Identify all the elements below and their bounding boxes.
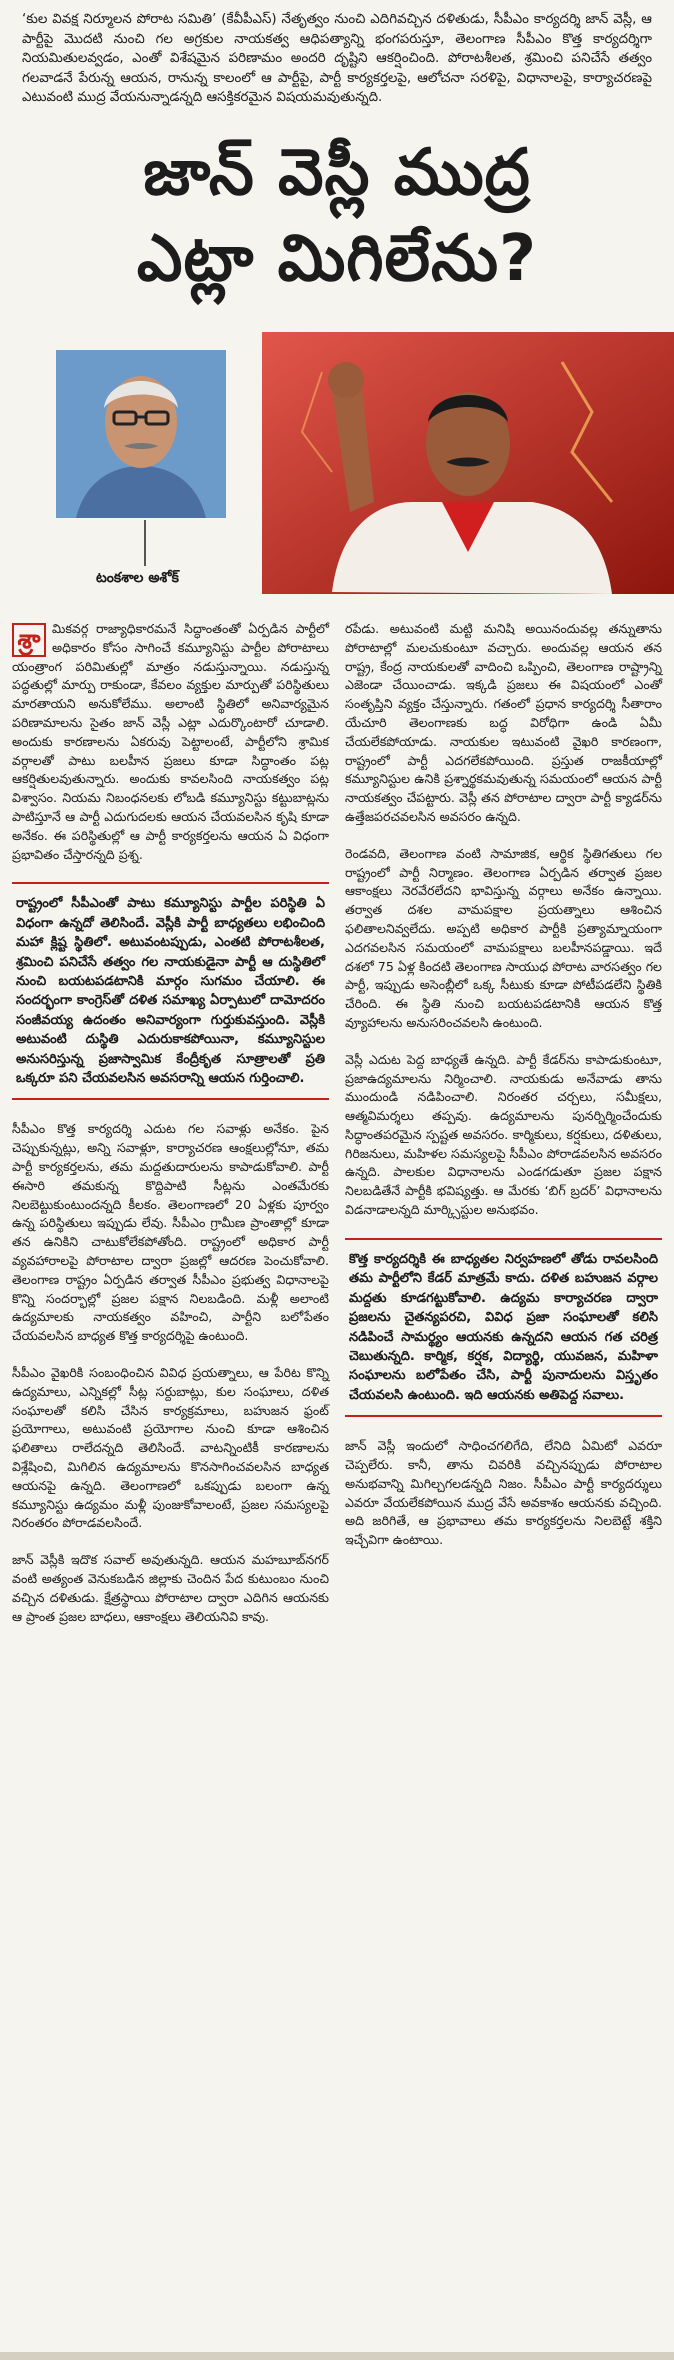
drop-cap: శ్రా — [12, 623, 46, 657]
paragraph: రెండవది, తెలంగాణ వంటి సామాజిక, ఆర్థిక స్థితిగతులు గల రాష్ట్రంలో పార్టీ నిర్మాణం. తెలంగాణ ఏర్పడిన తర్వాత ప్రజల ఆకాంక్షలు నెరవేరలేదని భావిస్తున్న వర్గాలు అనేకం ఉన్నాయి. తర్వాత దశల వామపక్షాల ప్రయత్నాలు ఆశించిన ఫలితాలనివ్వలేదు. అప్పటి అధికార పార్టీకి ప్రత్యామ్నాయంగా ఎదగవలసిన సమయంలో వామపక్షాలు బలహీనపడ్డాయి. ఇదే దశలో 75 ఏళ్ల కిందటి తెలంగాణ సాయుధ పోరాట వారసత్వం గల పార్టీ, ఇప్పుడు అసెంబ్లీలో ఒక్క సీటుకు కూడా పోటీపడలేని స్థితికి చేరింది. ఈ స్థితి నుంచి బయటపడటానికి ఆయన కొత్త వ్యూహాలను అనుసరించవలసి ఉంటుంది. — [345, 845, 662, 1030]
column-left — [12, 620, 329, 1644]
article-intro: ‘కుల వివక్ష నిర్మూలన పోరాట సమితి’ (కేవీపీఎస్) నేతృత్వం నుంచి ఎదిగివచ్చిన దళితుడు, సీపీఎం కార్యదర్శి జాన్ వెస్లీ, ఆ పార్టీపై మొదటి నుంచి గల అగ్రకుల నాయకత్వ ఆధిపత్యాన్ని భంగపరుస్తూ, తెలంగాణ సీపీఎం కొత్త కార్యదర్శిగా నియమితులవ్వడం, ఎంతో విశేషమైన పరిణామం అందరి దృష్టిని ఆకర్షించింది. పోరాటశీలత, శ్రమించి పనిచేసే తత్వం గలవాడనే పేరున్న ఆయన, రానున్న కాలంలో ఆ పార్టీపై, పార్టీ కార్యకర్తలపై, ఆలోచనా సరళిపై, విధానాలపై, కార్యాచరణపై ఎటువంటి ముద్ర వేయనున్నాడన్నది ఆసక్తికరమైన విషయమవుతున్నది. — [22, 12, 652, 106]
subject-photo — [262, 332, 674, 594]
paragraph: సీపీఎం వైఖరికి సంబంధించిన వివిధ ప్రయత్నాలు, ఆ పేరిట కొన్ని ఉద్యమాలు, ఎన్నికల్లో సీట్ల సర్దుబాట్లు, కుల సంఘాలు, దళిత సంఘాలతో కలిసి చేసిన కార్యక్రమాలు, బహుజన ఫ్రంట్ ప్రయోగాలు, అటువంటి ప్రయోగాల నుంచి కూడా ఆశించిన ఫలితాలు రాలేదన్నది తెలిసిందే. వాటన్నింటికీ కారణాలను విశ్లేషించి, మిగిలిన ఉద్యమాలను కొనసాగించవలసిన బాధ్యత ఆయనపై ఉన్నది. తెలంగాణలో ఒకప్పుడు బలంగా ఉన్న కమ్యూనిస్టు ఉద్యమం మళ్లీ పుంజుకోవాలంటే, ప్రజల సమస్యలపై నిరంతరం పోరాడవలసిందే. — [12, 1364, 329, 1531]
leader-portrait-icon — [262, 332, 674, 594]
article-body — [12, 620, 662, 1644]
paragraph: జాన్ వెస్లీకి ఇదొక సవాల్ అవుతున్నది. ఆయన మహబూబ్‌నగర్ వంటి అత్యంత వెనుకబడిన జిల్లాకు చెందిన పేద కుటుంబం నుంచి వచ్చిన దళితుడు. క్షేత్రస్థాయి పోరాటాల ద్వారా ఎదిగిన ఆయనకు ఆ ప్రాంత ప్రజల బాధలు, ఆకాంక్షలు తెలియనివి కావు. — [12, 1552, 329, 1624]
paragraph-text: మికవర్గ రాజ్యాధికారమనే సిద్ధాంతంతో ఏర్పడిన పార్టీలో అధికారం కోసం సాగించే కమ్యూనిస్టు పార్టీల పోరాటాలు యంత్రాంగ పరిమితుల్లో మాత్రం నడుస్తున్నాయి. నడుస్తున్న పద్ధతుల్లో మార్పు రాకుండా, కేవలం వ్యక్తుల మార్పుతో పరిస్థితులు మారతాయని అనుకోలేము. అలాంటి స్థితిలో అనివార్యమైన పరిణామాలను సైతం జాన్ వెస్లీ ఎట్లా ఎదుర్కొంటారో చూడాలి. అందుకు కారణాలను ఏకరువు పెట్టాలంటే, పార్టీలోని శ్రామిక వర్గాలతో పాటు బలహీన ప్రజలు కూడా సిద్ధాంతం పట్ల ఆకర్షితులవుతున్నారు. అందుకు కావలసింది నాయకత్వం పట్ల విశ్వాసం. నియమ నిబంధనలకు లోబడి కమ్యూనిస్టు కట్టుబాట్లను పాటిస్తూనే ఆ పార్టీ ఎదుగుదలకు ఆయన చేయవలసిన కృషి కూడా అనేకం. ఈ పరిస్థితుల్లో ఆ పార్టీ కార్యకర్తలను ఆయన ఏ విధంగా ప్రభావితం చేస్తారన్నది ప్రశ్న. — [12, 620, 329, 862]
paragraph: సీపీఎం కొత్త కార్యదర్శి ఎదుట గల సవాళ్లు అనేకం. పైన చెప్పుకున్నట్లు, అన్ని సవాళ్లూ, కార్యాచరణ ఆంక్షలుల్లోనూ, తమ పార్టీ కార్యకర్తలను, తమ మద్దతుదారులను కాపాడుకోవాలి. పార్టీ ఈసారి తమకున్న కొద్దిపాటి సీట్లను ఎంతమేరకు నిలబెట్టుకుంటుందన్నది కీలకం. తెలంగాణలో 20 ఏళ్లకు పూర్వం ఉన్న పరిస్థితులు ఇప్పుడు లేవు. సీపీఎం గ్రామీణ ప్రాంతాల్లో కూడా తన ఉనికిని చాటుకోలేకపోతోంది. రాష్ట్రంలో అధికార పార్టీ వ్యవహారాలపై పోరాటాల ద్వారా ప్రజల్లో ఆదరణ పెంచుకోవాలి. తెలంగాణ రాష్ట్రం ఏర్పడిన తర్వాత సీపీఎం ప్రభుత్వ విధానాలపై కొన్ని సందర్భాల్లో ప్రజల పక్షాన నిలబడింది. మళ్లీ అలాంటి ఉద్యమాలకు నాయకత్వం వహించి, పార్టీని బలోపేతం చేయవలసిన బాధ్యత కొత్త కార్యదర్శిపై ఉంటుంది. — [12, 1121, 329, 1344]
author-portrait-icon — [56, 350, 226, 518]
author-photo — [56, 350, 226, 518]
column-right — [345, 620, 662, 1644]
headline-line-2: ఎట్లా మిగిలేను? — [136, 221, 538, 296]
page-bottom-bar — [0, 2352, 674, 2360]
author-byline: టంకశాల అశోక్ — [96, 569, 179, 586]
pull-quote-right: కొత్త కార్యదర్శికి ఈ బాధ్యతల నిర్వహణలో తోడు రావలసింది తమ పార్టీలోని కేడర్ మాత్రమే కాదు. దళిత బహుజన వర్గాల మద్దతు కూడగట్టుకోవాలి. ఉద్యమ కార్యాచరణ ద్వారా ప్రజలను చైతన్యపరచి, వివిధ ప్రజా సంఘాలతో కలిసి నడిపించే సామర్థ్యం ఆయనకు ఉన్నదని ఆయన గత చరిత్ర చెబుతున్నది. కార్మిక, కర్షక, విద్యార్థి, యువజన, మహిళా సంఘాలను బలోపేతం చేసి, పార్టీ పునాదులను విస్తృతం చేయవలసి ఉంటుంది. ఇది ఆయనకు అతిపెద్ద సవాలు. — [345, 1238, 662, 1417]
headline-line-1: జాన్ వెస్లీ ముద్ర — [143, 135, 531, 210]
paragraph: రపేడు. అటువంటి మట్టి మనిషి అయినందువల్ల తన్నుతాను పోరాటాల్లో మలచుకుంటూ వచ్చారు. అందువల్ల ఆయన తన రాష్ట్ర, కేంద్ర నాయకులతో వాదించి ఒప్పించి, తెలంగాణ రాష్ట్రాన్ని ఎజెండా చేయించాడు. ఇక్కడి ప్రజలు ఈ విషయంలో ఎంతో సంతృప్తిని వ్యక్తం చేస్తున్నారు. గతంలో ప్రధాన కార్యదర్శి సీతారాం యేచూరి తెలంగాణకు బద్ధ విరోధిగా ఉండి ఏమీ చేయలేకపోయాడు. నాయకుల ఇటువంటి వైఖరి కారణంగా, రాష్ట్రంలో పార్టీ ఎదగలేకపోయింది. ప్రస్తుత రాజకీయాల్లో కమ్యూనిస్టుల ఉనికి ప్రశ్నార్థకమవుతున్న సమయంలో ఆయన పార్టీ నాయకత్వం చేపట్టారు. వెస్లీ తన పోరాటాల ద్వారా పార్టీ క్యాడర్‌ను ఉత్తేజపరచవలసిన అవసరం ఉన్నది. — [345, 620, 662, 824]
paragraph: వెస్లీ ఎదుట పెద్ద బాధ్యతే ఉన్నది. పార్టీ కేడర్‌ను కాపాడుకుంటూ, ప్రజాఉద్యమాలను నిర్మించాలి. నాయకుడు అనేవాడు తాను ముందుండి నడిపించాలి. నిరంతర చర్చలు, సమీక్షలు, ఆత్మవిమర్శలు తప్పవు. ఉద్యమాలను పునర్నిర్మించేందుకు సిద్ధాంతపరమైన స్పష్టత అవసరం. కార్మికులు, కర్షకులు, దళితులు, గిరిజనులు, మహిళల సమస్యలపై సీపీఎం పోరాడవలసిన అవసరం ఉన్నది. పాలకుల విధానాలను ఎండగడుతూ ప్రజల పక్షాన నిలబడితేనే పార్టీకి భవిష్యత్తు. ఆ మేరకు ‘బిగ్ బ్రదర్’ విధానాలను విడనాడాలన్నది మార్క్సిస్టుల అనుభవం. — [345, 1051, 662, 1218]
paragraph — [12, 620, 329, 864]
article-headline — [12, 130, 662, 302]
byline-stem — [144, 520, 146, 566]
paragraph: జాన్ వెస్లీ ఇందులో సాధించగలిగేది, లేనిది ఏమిటో ఎవరూ చెప్పలేరు. కానీ, తాను చివరికి వచ్చినప్పుడు పోరాటాల అనుభవాన్ని మిగిల్చగలడన్నది నిజం. సీపీఎం పార్టీ కార్యదర్శులు ఎవరూ వేయలేకపోయిన ముద్ర వేసే అవకాశం ఆయనకు వచ్చింది. అది జరిగితే, ఆ ప్రభావాలు తమ కార్యకర్తలను నిలబెట్టే శక్తిని ఇచ్చేవిగా ఉంటాయి. — [345, 1438, 662, 1548]
pull-quote-left: రాష్ట్రంలో సీపీఎంతో పాటు కమ్యూనిస్టు పార్టీల పరిస్థితి ఏ విధంగా ఉన్నదో తెలిసిందే. వెస్లీకి పార్టీ బాధ్యతలు లభించింది మహా క్లిష్ట స్థితిలో. అటువంటప్పుడు, ఎంతటి పోరాటశీలత, శ్రమించి పనిచేసే తత్వం గల నాయకుడైనా పార్టీ ఆ దుస్థితిలో నుంచి బయటపడటానికి మార్గం సుగమం చేయాలి. ఈ సందర్భంగా కాంగ్రెస్‌తో దళిత సమాఖ్య ఏర్పాటులో దామోదరం సంజీవయ్య ఉదంతం అనివార్యంగా గుర్తుకువస్తుంది. వెస్లీకి అటువంటి దుస్థితి ఎదురుకాకపోయినా, కమ్యూనిస్టుల అనుసరిస్తున్న ప్రజాస్వామిక కేంద్రీకృత సూత్రాలతో ప్రతి ఒక్కరూ పని చేయవలసిన అవసరాన్ని ఆయన గుర్తించాలి. — [12, 882, 329, 1100]
photo-area — [12, 332, 662, 594]
